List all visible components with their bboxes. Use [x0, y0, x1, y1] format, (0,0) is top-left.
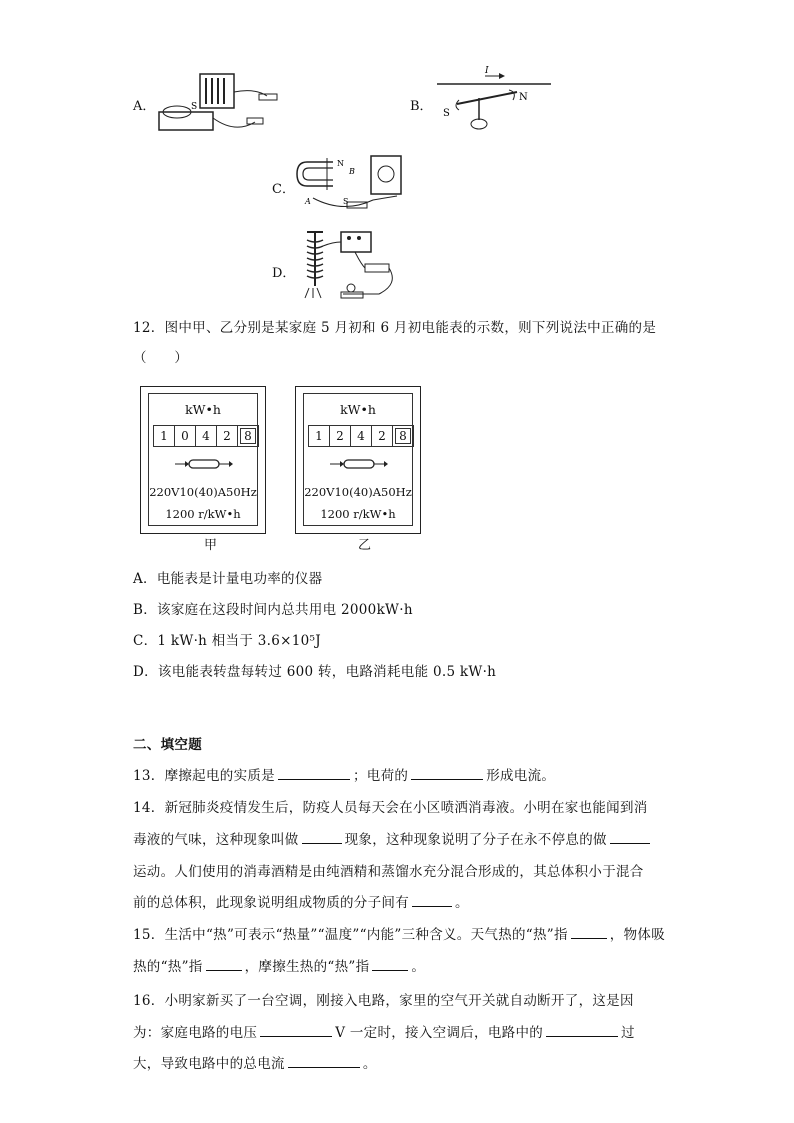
q13 [133, 764, 555, 784]
meter-spec-rating: 220V10(40)A50Hz [304, 485, 412, 499]
meter-disc-icon [330, 458, 388, 470]
q14-text: 毒液的气味，这种现象叫做 [133, 832, 299, 848]
q15-text: ，物体吸 [609, 927, 665, 943]
q14-line1: 14．新冠肺炎疫情发生后，防疫人员每天会在小区喷洒消毒液。小明在家也能闻到消 [133, 800, 648, 816]
svg-text:S: S [191, 102, 198, 112]
q13-text-a: 13．摩擦起电的实质是 [133, 768, 275, 784]
meter-unit: kW•h [340, 402, 376, 417]
answer-blank[interactable] [302, 831, 342, 844]
meter-spec-rating: 220V10(40)A50Hz [149, 485, 257, 499]
q14-line2 [133, 828, 653, 848]
electromagnetic-induction-figure [293, 152, 405, 218]
q14-text: 。 [455, 895, 469, 911]
q15-text: 15．生活中“热”可表示“热量”“温度”“内能”三种含义。天气热的“热”指 [133, 927, 568, 943]
answer-blank[interactable] [278, 767, 350, 780]
q16-text: 大，导致电路中的总电流 [133, 1056, 285, 1072]
answer-blank[interactable] [372, 958, 408, 971]
answer-blank[interactable] [610, 831, 650, 844]
q16-text: V 一定时，接入空调后，电路中的 [335, 1025, 544, 1041]
q15-line2 [133, 955, 425, 975]
oersted-experiment-figure [435, 62, 555, 138]
meter-spec-revolutions: 1200 r/kW•h [165, 507, 241, 521]
meter-decimal-digit: 8 [395, 428, 411, 444]
q16-line1: 16．小明家新买了一台空调，刚接入电路，家里的空气开关就自动断开了，这是因 [133, 993, 634, 1009]
meter-digit: 1 [309, 426, 330, 446]
energy-meter-jia [140, 386, 266, 534]
q13-text-c: 形成电流。 [486, 768, 556, 784]
meter-digit: 2 [330, 426, 351, 446]
answer-blank[interactable] [260, 1024, 332, 1037]
q16-text: 。 [362, 1056, 377, 1072]
q15-text: ，摩擦生热的“热”指 [244, 959, 370, 975]
svg-text:S: S [343, 197, 349, 206]
meter-digit: 4 [351, 426, 372, 446]
meter-digits [153, 425, 259, 447]
section-title: 二、填空题 [133, 737, 202, 753]
svg-text:A: A [305, 197, 311, 206]
q16-line2 [133, 1021, 635, 1041]
answer-blank[interactable] [288, 1055, 360, 1068]
q11-option-c-letter: C． [272, 182, 295, 197]
answer-blank[interactable] [412, 894, 452, 907]
q12-option-d: D．该电能表转盘每转过 600 转，电路消耗电能 0.5 kW·h [133, 664, 497, 680]
q14-line4 [133, 891, 469, 911]
svg-text:N: N [519, 92, 528, 103]
q11-option-b-letter: B． [410, 99, 433, 114]
meter-unit: kW•h [185, 402, 221, 417]
meter-digit: 1 [154, 426, 175, 446]
q13-text-b: ；电荷的 [352, 768, 409, 784]
q12-stem-line1: 12．图中甲、乙分别是某家庭 5 月初和 6 月初电能表的示数，则下列说法中正确的是 [133, 320, 657, 336]
q16-line3 [133, 1052, 377, 1072]
q11-option-a-letter: A． [133, 99, 156, 114]
q12-option-a: A．电能表是计量电功率的仪器 [133, 571, 323, 587]
svg-text:I: I [485, 66, 489, 76]
answer-blank[interactable] [411, 767, 483, 780]
meter-digit: 2 [372, 426, 393, 446]
q14-text: 现象，这种现象说明了分子在永不停息的做 [344, 832, 607, 848]
meter-digit: 4 [196, 426, 217, 446]
energy-meter-yi [295, 386, 421, 534]
meter-spec-revolutions: 1200 r/kW•h [320, 507, 396, 521]
q16-text: 为：家庭电路的电压 [133, 1025, 258, 1041]
svg-text:S: S [443, 108, 450, 119]
q14-line3: 运动。人们使用的消毒酒精是由纯酒精和蒸馏水充分混合形成的，其总体积小于混合 [133, 864, 644, 880]
answer-blank[interactable] [206, 958, 242, 971]
electromagnet-circuit-figure [155, 68, 285, 138]
svg-text:B: B [349, 167, 355, 176]
q14-text: 前的总体积，此现象说明组成物质的分子间有 [133, 895, 409, 911]
meter-digit: 2 [217, 426, 238, 446]
q16-text: 过 [621, 1025, 635, 1041]
svg-text:N: N [337, 159, 344, 168]
meter-digits [308, 425, 414, 447]
meter-digit: 0 [175, 426, 196, 446]
meter-decimal-digit: 8 [240, 428, 256, 444]
meter-disc-icon [175, 458, 233, 470]
q12-option-c: C．1 kW·h 相当于 3.6×10⁵J [133, 633, 321, 649]
q15-text: 热的“热”指 [133, 959, 203, 975]
meter-label-yi: 乙 [358, 538, 372, 553]
q15-line1 [133, 923, 665, 943]
q11-option-d-letter: D． [272, 266, 296, 281]
answer-blank[interactable] [571, 926, 607, 939]
answer-blank[interactable] [546, 1024, 618, 1037]
q15-text: 。 [411, 959, 426, 975]
q12-option-b: B．该家庭在这段时间内总共用电 2000kW·h [133, 602, 413, 618]
q12-stem-line2: （ ） [133, 350, 189, 366]
meter-label-jia: 甲 [204, 538, 218, 553]
electromagnet-winding-figure [293, 226, 405, 306]
